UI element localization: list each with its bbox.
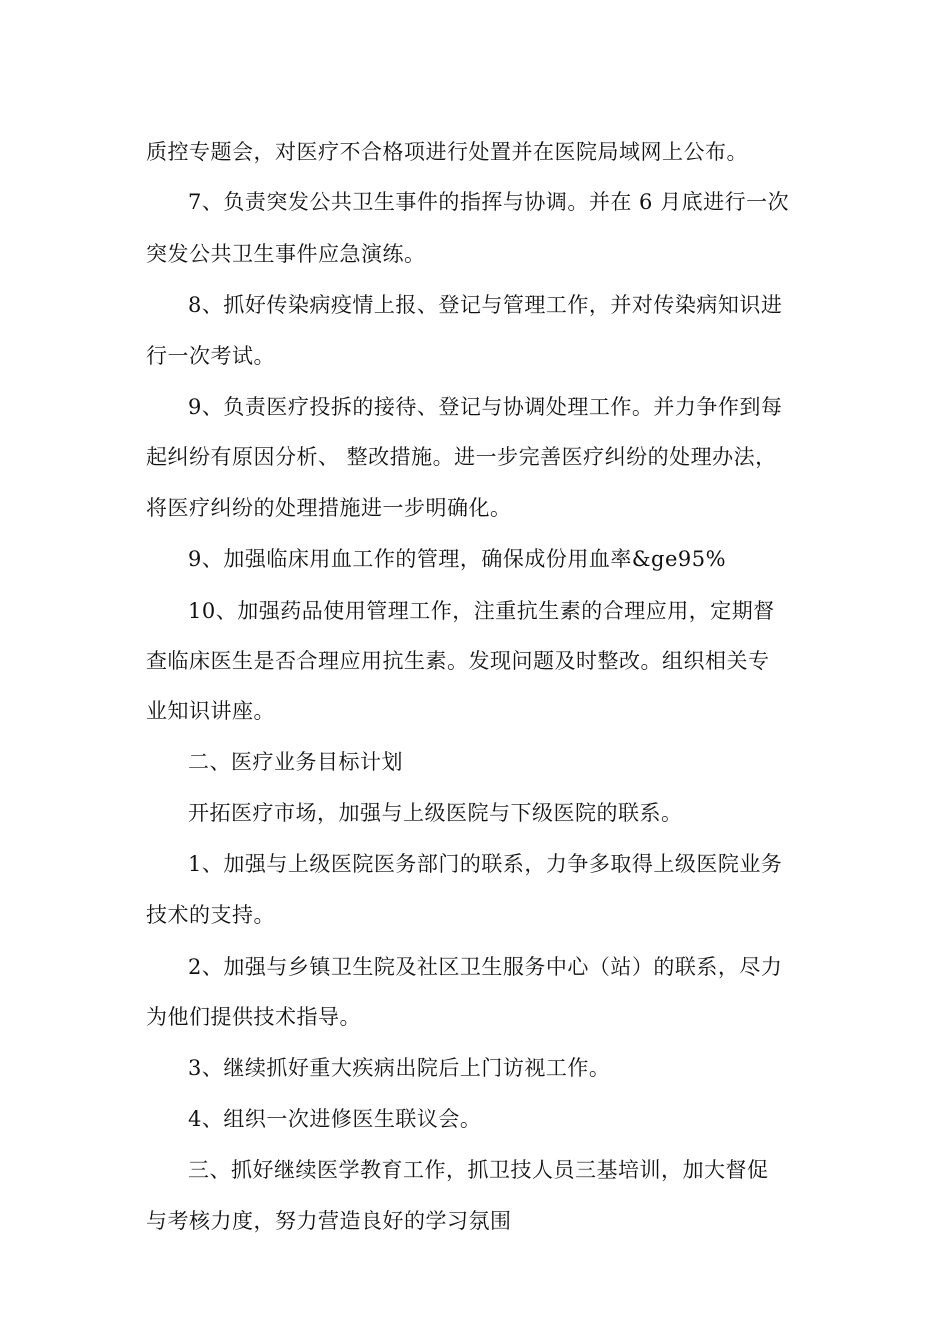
text-line-7: 起纠纷有原因分析、 整改措施。进一步完善医疗纠纷的处理办法， (146, 445, 777, 469)
text-line-10: 10、加强药品使用管理工作，注重抗生素的合理应用，定期督 (188, 599, 775, 623)
section-heading-3: 三、抓好继续医学教育工作，抓卫技人员三基培训，加大督促 (188, 1158, 769, 1182)
text-line-6: 9、负责医疗投拆的接待、登记与协调处理工作。并力争作到每 (188, 395, 783, 419)
text-line-19: 3、继续抓好重大疾病出院后上门访视工作。 (188, 1056, 611, 1080)
text-line-14: 开拓医疗市场，加强与上级医院与下级医院的联系。 (188, 801, 683, 825)
text-line-9: 9、加强临床用血工作的管理，确保成份用血率&ge95% (188, 547, 727, 571)
text-line-1: 质控专题会，对医疗不合格项进行处置并在医院局域网上公布。 (146, 140, 748, 164)
text-line-16: 技术的支持。 (146, 903, 275, 927)
text-line-12: 业知识讲座。 (146, 699, 275, 723)
text-line-4: 8、抓好传染病疫情上报、登记与管理工作，并对传染病知识进 (188, 293, 783, 317)
text-line-17: 2、加强与乡镇卫生院及社区卫生服务中心（站）的联系，尽力 (188, 955, 783, 979)
text-line-3: 突发公共卫生事件应急演练。 (146, 242, 426, 266)
text-line-15: 1、加强与上级医院医务部门的联系，力争多取得上级医院业务 (188, 852, 783, 876)
text-line-5: 行一次考试。 (146, 344, 275, 368)
text-line-22: 与考核力度，努力营造良好的学习氛围 (146, 1209, 512, 1233)
text-line-18: 为他们提供技术指导。 (146, 1005, 361, 1029)
section-heading-2: 二、医疗业务目标计划 (188, 750, 403, 774)
text-line-2: 7、负责突发公共卫生事件的指挥与协调。并在 6 月底进行一次 (188, 190, 790, 214)
text-line-11: 查临床医生是否合理应用抗生素。发现问题及时整改。组织相关专 (146, 649, 770, 673)
text-line-8: 将医疗纠纷的处理措施进一步明确化。 (146, 496, 512, 520)
text-line-20: 4、组织一次进修医生联议会。 (188, 1107, 482, 1131)
